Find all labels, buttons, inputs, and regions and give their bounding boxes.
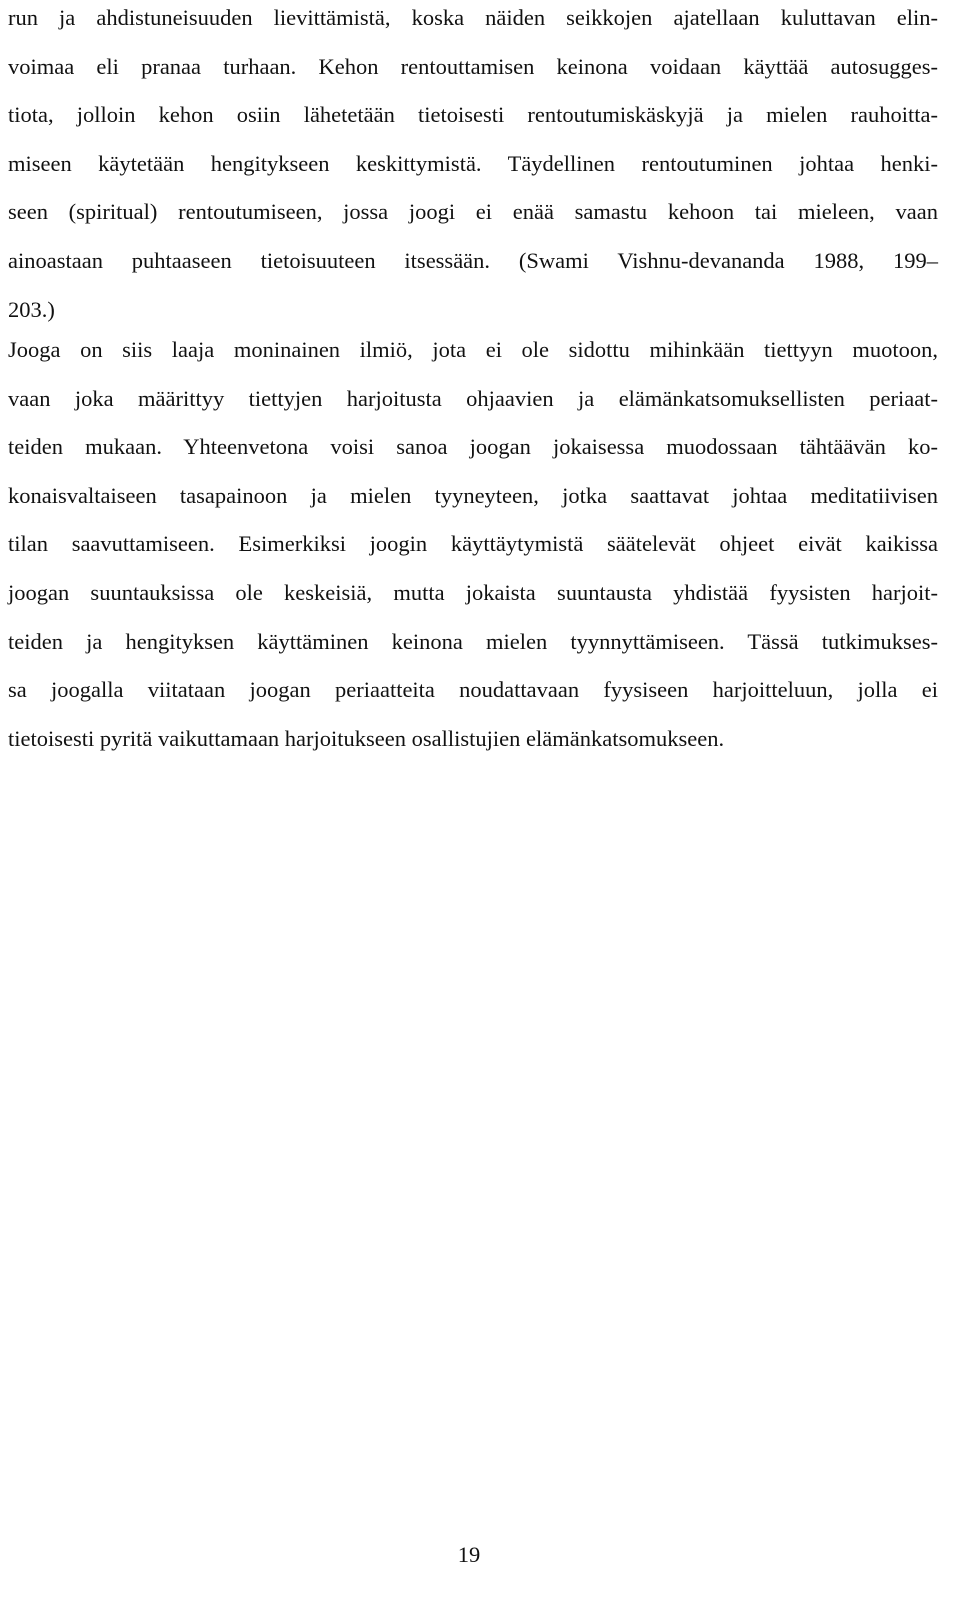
text-line: vaan joka määrittyy tiettyjen harjoitusta ohjaavien ja elämänkatsomuksellisten periaat- bbox=[8, 385, 938, 411]
text-line: tiota, jolloin kehon osiin lähetetään tietoisesti rentoutumiskäskyjä ja mielen rauhoitta- bbox=[8, 102, 938, 128]
text-line: tietoisesti pyritä vaikuttamaan harjoitukseen osallistujien elämänkatsomukseen. bbox=[8, 725, 725, 751]
text-line: 203.) bbox=[8, 296, 55, 322]
text-line: tilan saavuttamiseen. Esimerkiksi joogin käyttäytymistä säätelevät ohjeet eivät kaikissa bbox=[8, 531, 938, 557]
text-line: seen (spiritual) rentoutumiseen, jossa joogi ei enää samastu kehoon tai mieleen, vaan bbox=[8, 199, 938, 225]
text-line: ainoastaan puhtaaseen tietoisuuteen itsessään. (Swami Vishnu-devananda 1988, 199– bbox=[8, 247, 938, 273]
paragraph bbox=[8, 326, 938, 763]
text-line: joogan suuntauksissa ole keskeisiä, mutta jokaista suuntausta yhdistää fyysisten harjoit- bbox=[8, 579, 938, 605]
text-line: miseen käytetään hengitykseen keskittymistä. Täydellinen rentoutuminen johtaa henki- bbox=[8, 150, 938, 176]
text-line: run ja ahdistuneisuuden lievittämistä, koska näiden seikkojen ajatellaan kuluttavan elin- bbox=[8, 5, 938, 30]
text-line: konaisvaltaiseen tasapainoon ja mielen tyyneyteen, jotka saattavat johtaa meditatiivisen bbox=[8, 482, 938, 508]
text-line: teiden mukaan. Yhteenvetona voisi sanoa joogan jokaisessa muodossaan tähtäävän ko- bbox=[8, 434, 938, 460]
text-line: teiden ja hengityksen käyttäminen keinona mielen tyynnyttämiseen. Tässä tutkimukses- bbox=[8, 628, 938, 654]
page-number: 19 bbox=[457, 1542, 481, 1567]
text-line: voimaa eli pranaa turhaan. Kehon rentouttamisen keinona voidaan käyttää autosugges- bbox=[8, 53, 938, 79]
paragraph-continued bbox=[8, 0, 938, 334]
text-line: sa joogalla viitataan joogan periaatteita noudattavaan fyysiseen harjoitteluun, jolla ei bbox=[8, 677, 938, 703]
text-line: Jooga on siis laaja moninainen ilmiö, jota ei ole sidottu mihinkään tiettyyn muotoon, bbox=[8, 337, 938, 362]
